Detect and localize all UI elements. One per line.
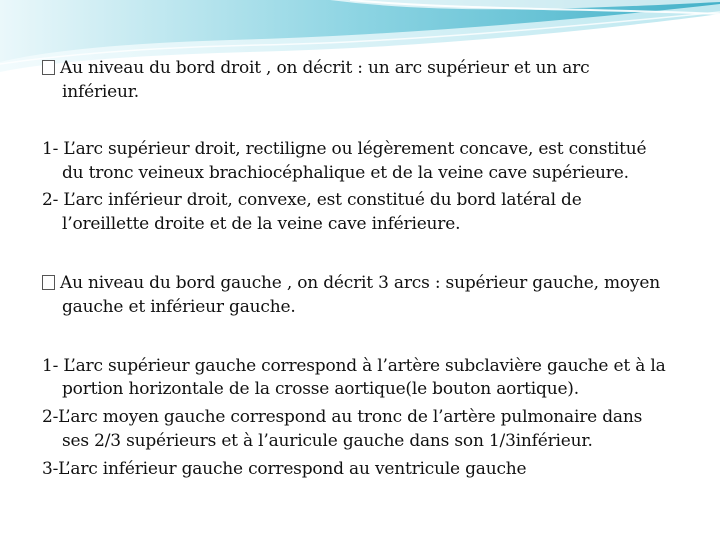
right-arc-item-line-3: 2- L’arc inférieur droit, convexe, est constitué du bord latéral de — [42, 190, 582, 210]
bullet-right-border-line-1: Au niveau du bord droit , on décrit : un arc supérieur et un arc — [42, 56, 589, 80]
right-arc-item-line-4: l’oreillette droite et de la veine cave inférieure. — [62, 214, 461, 234]
bullet-left-border-line-2: gauche et inférieur gauche. — [62, 297, 296, 317]
left-arc-item-line-5: 3-L’arc inférieur gauche correspond au ventricule gauche — [42, 459, 527, 479]
right-arc-item-line-2: du tronc veineux brachiocéphalique et de la veine cave supérieure. — [62, 163, 629, 183]
bullet-right-border-line-2: inférieur. — [62, 82, 139, 102]
checkbox-bullet-icon — [42, 60, 55, 75]
right-arc-item-line-1: 1- L’arc supérieur droit, rectiligne ou légèrement concave, est constitué — [42, 139, 647, 159]
checkbox-bullet-icon — [42, 275, 55, 290]
left-arc-item-line-4: ses 2/3 supérieurs et à l’auricule gauche dans son 1/3inférieur. — [62, 431, 593, 451]
left-arc-item-line-3: 2-L’arc moyen gauche correspond au tronc de l’artère pulmonaire dans — [42, 407, 643, 427]
bullet-left-border-line-1: Au niveau du bord gauche , on décrit 3 arcs : supérieur gauche, moyen — [42, 271, 660, 295]
left-arc-item-line-1: 1- L’arc supérieur gauche correspond à l’artère subclavière gauche et à la — [42, 356, 666, 376]
left-arc-item-line-2: portion horizontale de la crosse aortique(le bouton aortique). — [62, 379, 579, 399]
